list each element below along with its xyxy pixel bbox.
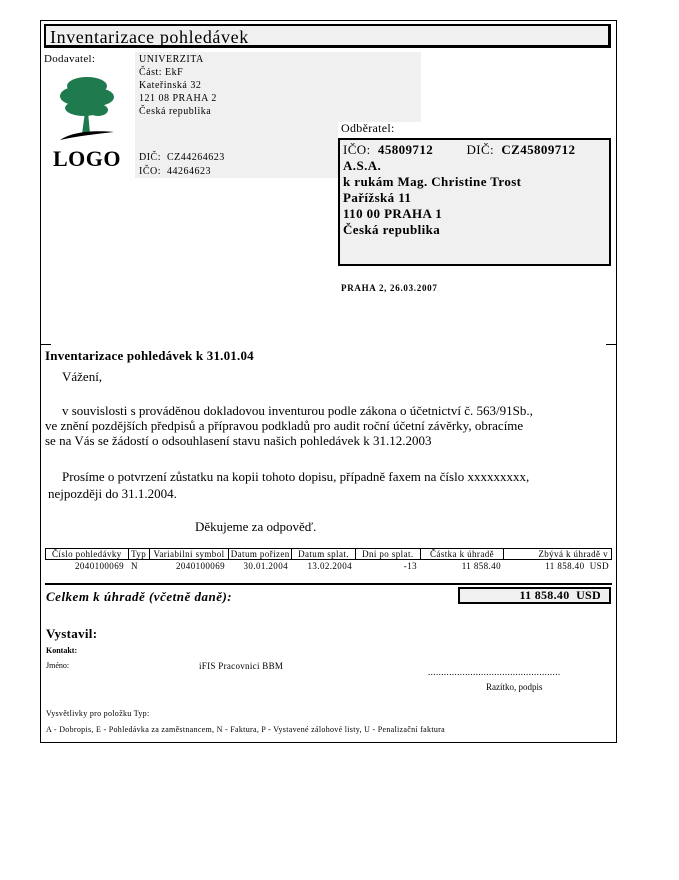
supplier-line: Kateřinská 32 (139, 80, 202, 91)
place-date: PRAHA 2, 26.03.2007 (341, 283, 438, 293)
supplier-ico: 44264623 (167, 166, 211, 177)
cell-type: N (131, 561, 138, 571)
letter-greeting: Vážení, (62, 369, 103, 384)
customer-dic: CZ45809712 (501, 142, 576, 157)
column-header: Dní po splat. (356, 549, 421, 559)
customer-line: Pařížská 11 (343, 190, 412, 205)
customer-line: 110 00 PRAHA 1 (343, 206, 443, 221)
supplier-dic-label: DIČ: (139, 152, 161, 163)
table-row (45, 560, 612, 573)
letter-text-line: Prosíme o potvrzení zůstatku na kopii tohoto dopisu, případně faxem na číslo xxxxxxxxx, (62, 469, 530, 484)
letter-text-line: v souvislosti s prováděnou dokladovou inventurou podle zákona o účetnictví č. 563/91Sb., (62, 403, 533, 418)
cell-remaining: 11 858.40 USD (545, 561, 609, 571)
type-legend-text: A - Dobropis, E - Pohledávka za zaměstnancem, N - Faktura, P - Vystavené zálohové listy, U - Penalizační faktura (46, 725, 445, 734)
supplier-line: Česká republika (139, 106, 212, 117)
cell-days-overdue: -13 (403, 561, 417, 571)
table-header (45, 548, 612, 560)
fold-mark-left (41, 344, 51, 345)
supplier-line: UNIVERZITA (139, 54, 204, 65)
supplier-line: 121 08 PRAHA 2 (139, 93, 217, 104)
column-header: Typ (129, 549, 150, 559)
customer-line: Česká republika (343, 222, 441, 237)
supplier-label: Dodavatel: (44, 53, 96, 65)
divider (45, 583, 612, 585)
logo-text: LOGO (53, 146, 122, 171)
customer-dic-label: DIČ: (466, 142, 495, 157)
cell-variable-symbol: 2040100069 (176, 561, 225, 571)
cell-date-created: 30.01.2004 (243, 561, 288, 571)
receivables-table (45, 548, 612, 573)
document-title: Inventarizace pohledávek (44, 24, 611, 48)
column-header: Variabilní symbol (150, 549, 230, 559)
total-value: 11 858.40 USD (458, 587, 611, 604)
supplier-address (139, 53, 217, 118)
customer-ico: 45809712 (377, 142, 434, 157)
contact-label: Kontakt: (46, 646, 78, 655)
column-header: Datum splat. (292, 549, 356, 559)
cell-receivable-no: 2040100069 (75, 561, 124, 571)
fold-mark-right (606, 344, 616, 345)
letter-text-line: se na Vás se žádostí o odsouhlasení stavu našich pohledávek k 31.12.2003 (45, 433, 432, 448)
letter-subject: Inventarizace pohledávek k 31.01.04 (45, 348, 254, 363)
cell-amount-due: 11 858.40 (461, 561, 501, 571)
letter-thanks: Děkujeme za odpověď. (195, 519, 317, 534)
column-header: Částka k úhradě (421, 549, 505, 559)
type-legend-title: Vysvětlivky pro položku Typ: (46, 709, 150, 718)
letter-text-line: ve znění pozdějších předpisů a přípravou podkladů pro audit roční účetní závěrky, obracíme (45, 418, 524, 433)
column-header: Datum pořízen (229, 549, 292, 559)
column-header: Číslo pohledávky (46, 549, 129, 559)
letter-text-line: nejpozději do 31.1.2004. (48, 486, 177, 501)
name-value: iFIS Pracovnici BBM (199, 661, 284, 671)
signature-label: Razítko, podpis (486, 682, 543, 692)
supplier-ico-label: IČO: (139, 166, 161, 177)
name-label: Jméno: (46, 661, 70, 670)
total-label: Celkem k úhradě (včetně daně): (46, 589, 233, 604)
customer-line: k rukám Mag. Christine Trost (343, 174, 522, 189)
signature-line: .................................................. (428, 667, 561, 677)
customer-line: A.S.A. (343, 158, 382, 173)
supplier-dic: CZ44264623 (167, 152, 225, 163)
issued-by-heading: Vystavil: (46, 626, 98, 641)
supplier-ids (139, 151, 225, 179)
customer-ico-label: IČO: (343, 142, 371, 157)
column-header: Zbývá k úhradě v (538, 549, 608, 559)
customer-box (338, 138, 611, 266)
letter-body (45, 348, 605, 535)
supplier-line: Část: EkF (139, 67, 184, 78)
customer-label: Odběratel: (341, 121, 395, 135)
cell-due-date: 13.02.2004 (307, 561, 352, 571)
